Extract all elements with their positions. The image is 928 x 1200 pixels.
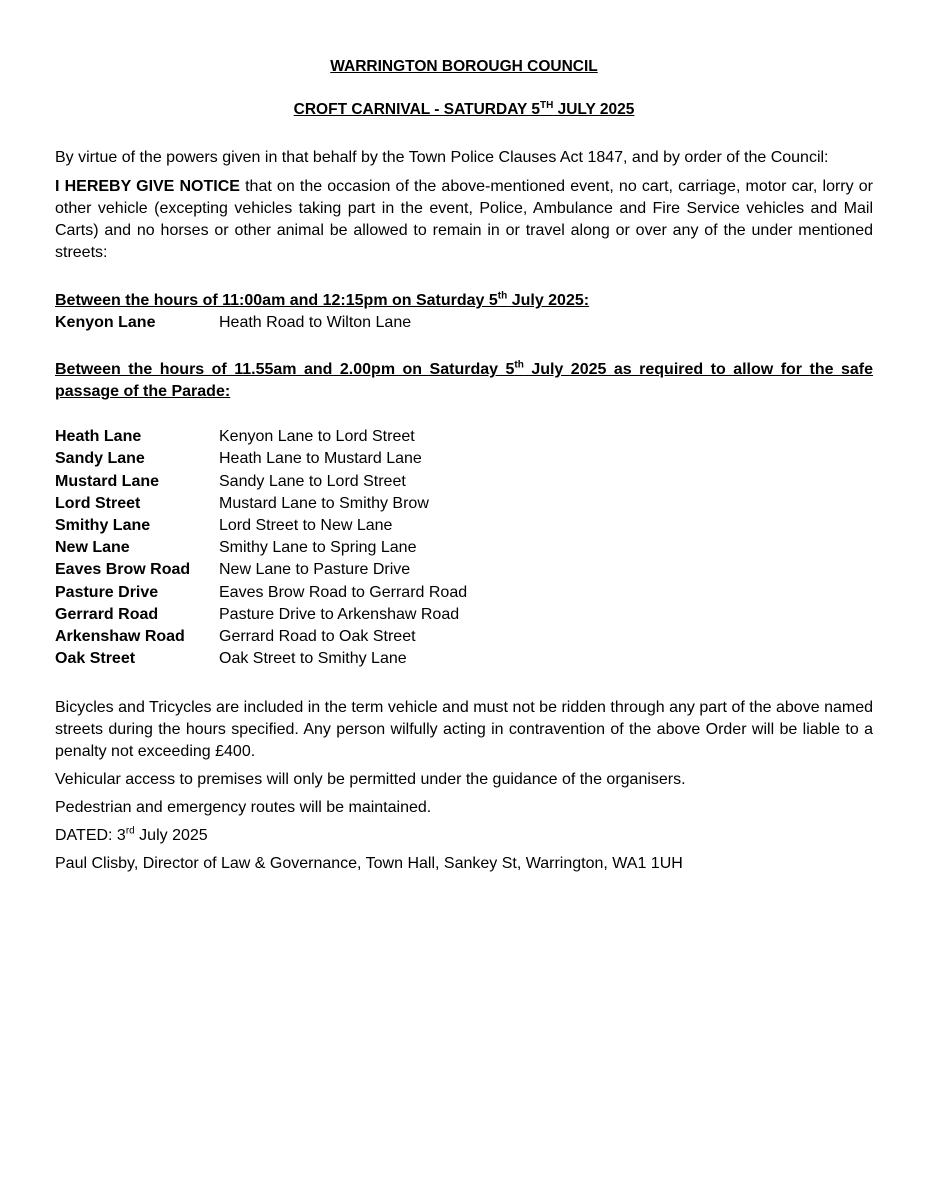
dated-line: DATED: 3rd July 2025	[55, 825, 208, 845]
street-range: Oak Street to Smithy Lane	[219, 650, 407, 668]
street-range: Kenyon Lane to Lord Street	[219, 428, 415, 446]
closure-list	[55, 426, 873, 670]
street-range: Gerrard Road to Oak Street	[219, 627, 416, 645]
closure-row	[55, 559, 873, 581]
street-name: Sandy Lane	[55, 450, 145, 468]
section1-heading: Between the hours of 11:00am and 12:15pm on Saturday 5th July 2025:	[55, 290, 590, 309]
access-paragraph: Vehicular access to premises will only be permitted under the guidance of the organisers.	[55, 771, 686, 789]
notice-paragraph: I HEREBY GIVE NOTICE that on the occasion of the above-mentioned event, no cart, carriage, motor car, lorry or other vehicle (excepting vehicles taking part in the event, Police, Ambulance and Fire Service vehicles and Mail Carts) and no horses or other animal be allowed to remain in or travel along or over any of the under mentioned streets:	[55, 178, 873, 261]
street-name: Heath Lane	[55, 428, 142, 446]
closure-row	[55, 471, 873, 493]
closure-row	[55, 515, 873, 537]
street-name: Smithy Lane	[55, 517, 151, 535]
closure-row	[55, 426, 873, 448]
street-name: Gerrard Road	[55, 605, 159, 623]
street-name: Mustard Lane	[55, 472, 160, 490]
street-name: Pasture Drive	[55, 583, 159, 601]
notice-document	[55, 56, 873, 875]
street-range: Pasture Drive to Arkenshaw Road	[219, 605, 460, 623]
street-range: Eaves Brow Road to Gerrard Road	[219, 583, 468, 601]
street-range: Lord Street to New Lane	[219, 517, 393, 535]
closure-row	[55, 448, 873, 470]
event-title: CROFT CARNIVAL - SATURDAY 5TH JULY 2025	[293, 99, 635, 118]
closure-row	[55, 582, 873, 604]
pedestrian-paragraph: Pedestrian and emergency routes will be maintained.	[55, 799, 432, 817]
closure-row	[55, 537, 873, 559]
closure-row-kenyon-lane	[55, 312, 873, 334]
closure-row	[55, 626, 873, 648]
street-name: Oak Street	[55, 650, 136, 668]
section2-heading: Between the hours of 11.55am and 2.00pm on Saturday 5th July 2025 as required to allow for the safe passage of the Parade:	[55, 359, 873, 401]
notice-bold: I HEREBY GIVE NOTICE	[55, 178, 240, 195]
street-range: Smithy Lane to Spring Lane	[219, 539, 417, 557]
closure-row	[55, 604, 873, 626]
street-range: Sandy Lane to Lord Street	[219, 472, 406, 490]
closure-row	[55, 493, 873, 515]
street-range: Heath Road to Wilton Lane	[219, 314, 412, 332]
closure-row	[55, 648, 873, 670]
bicycles-paragraph: Bicycles and Tricycles are included in the term vehicle and must not be ridden through any part of the above named streets during the hours specified. Any person wilfully acting in contravention of the above Order will be liable to a penalty not exceeding £400.	[55, 699, 873, 761]
street-range: New Lane to Pasture Drive	[219, 561, 411, 579]
intro-paragraph: By virtue of the powers given in that behalf by the Town Police Clauses Act 1847, and by order of the Council:	[55, 149, 829, 166]
council-title: WARRINGTON BOROUGH COUNCIL	[330, 58, 598, 75]
street-range: Mustard Lane to Smithy Brow	[219, 494, 429, 512]
street-name: Lord Street	[55, 494, 141, 512]
street-range: Heath Lane to Mustard Lane	[219, 450, 422, 468]
street-name: Arkenshaw Road	[55, 627, 185, 645]
street-name: Eaves Brow Road	[55, 561, 191, 579]
street-name: Kenyon Lane	[55, 314, 156, 332]
signature-line: Paul Clisby, Director of Law & Governance, Town Hall, Sankey St, Warrington, WA1 1UH	[55, 855, 683, 873]
street-name: New Lane	[55, 539, 130, 557]
